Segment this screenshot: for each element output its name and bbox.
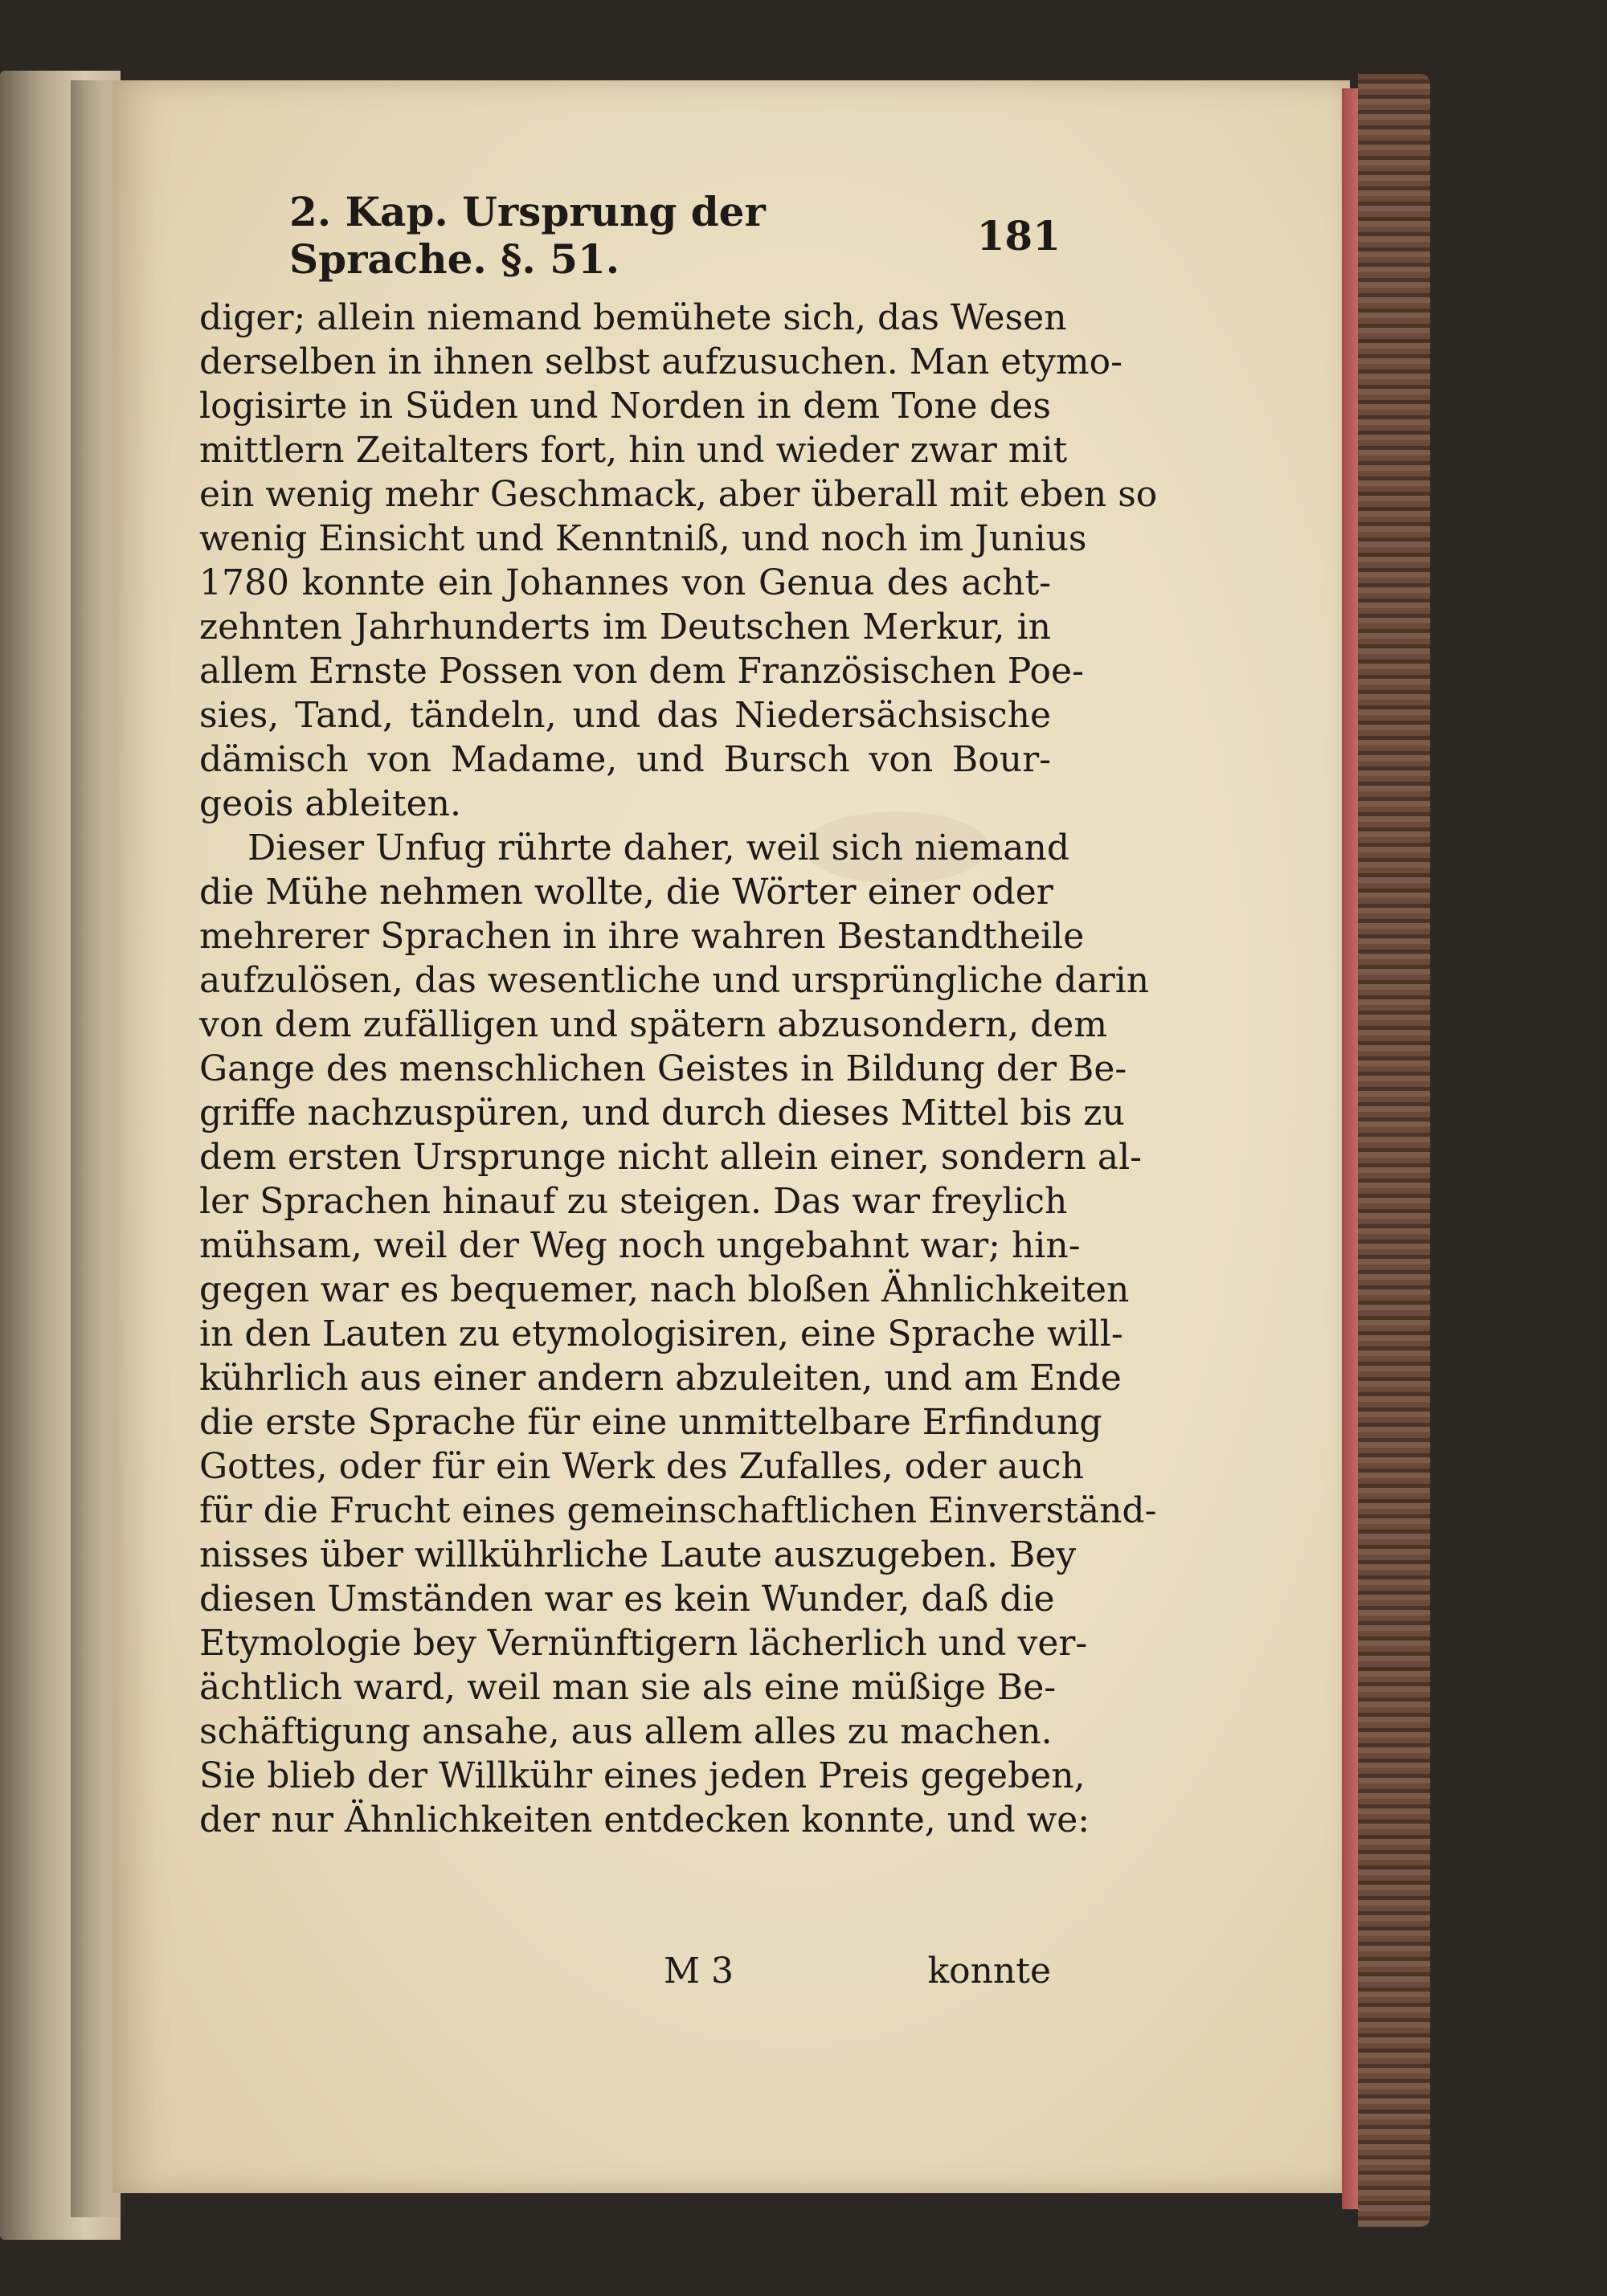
- catchword: konnte: [927, 1951, 1051, 1992]
- text-line: aufzulösen, das wesentliche und ursprüngliche darin: [199, 960, 1150, 1001]
- text-line: Gange des menschlichen Geistes in Bildung der Be-: [199, 1048, 1127, 1089]
- text-line: wenig Einsicht und Kenntniß, und noch im Junius: [199, 518, 1087, 559]
- paragraph-start-line: Dieser Unfug rührte daher, weil sich niemand: [247, 827, 1069, 868]
- running-title: 2. Kap. Ursprung der Sprache. §. 51.: [289, 188, 766, 283]
- signature-mark: M 3: [664, 1951, 734, 1992]
- text-line: zehnten Jahrhunderts im Deutschen Merkur, in: [199, 607, 1051, 648]
- text-line: für die Frucht eines gemeinschaftlichen Einverständ-: [199, 1490, 1157, 1531]
- body-text: [199, 296, 1158, 1842]
- book-gutter: [71, 80, 127, 2217]
- text-line: schäftigung ansahe, aus allem alles zu machen.: [199, 1711, 1053, 1752]
- text-line: ein wenig mehr Geschmack, aber überall mit eben so: [199, 474, 1158, 515]
- text-line: dem ersten Ursprunge nicht allein einer, sondern al-: [199, 1137, 1143, 1178]
- text-line: diesen Umständen war es kein Wunder, daß die: [199, 1579, 1055, 1620]
- text-line: von dem zufälligen und spätern abzusondern, dem: [199, 1004, 1108, 1045]
- text-line: dämisch von Madame, und Bursch von Bour-: [199, 739, 1051, 780]
- text-line: sies, Tand, tändeln, und das Niedersächsische: [199, 695, 1051, 736]
- text-line: ächtlich ward, weil man sie als eine müßige Be-: [199, 1667, 1057, 1708]
- running-header: [289, 188, 1061, 283]
- text-line: Gottes, oder für ein Werk des Zufalles, oder auch: [199, 1446, 1084, 1487]
- page-number: 181: [976, 211, 1061, 259]
- text-line: allem Ernste Possen von dem Französischen Poe-: [199, 651, 1084, 692]
- text-line: Etymologie bey Vernünftigern lächerlich und ver-: [199, 1623, 1088, 1664]
- paragraph-end-line: geois ableiten.: [199, 783, 461, 824]
- text-line: die Mühe nehmen wollte, die Wörter einer oder: [199, 872, 1053, 913]
- text-line: mehrerer Sprachen in ihre wahren Bestandtheile: [199, 916, 1085, 957]
- text-line: griffe nachzuspüren, und durch dieses Mittel bis zu: [199, 1093, 1125, 1134]
- text-line: ler Sprachen hinauf zu steigen. Das war freylich: [199, 1181, 1068, 1222]
- text-line: diger; allein niemand bemühete sich, das Wesen: [199, 297, 1067, 338]
- text-line: mühsam, weil der Weg noch ungebahnt war; hin-: [199, 1225, 1081, 1266]
- text-line: derselben in ihnen selbst aufzusuchen. Man etymo-: [199, 341, 1122, 382]
- text-line: gegen war es bequemer, nach bloßen Ähnlichkeiten: [199, 1269, 1130, 1310]
- text-line: mittlern Zeitalters fort, hin und wieder zwar mit: [199, 430, 1068, 471]
- text-line: der nur Ähnlichkeiten entdecken konnte, und we:: [199, 1800, 1090, 1840]
- marbled-fore-edge: [1358, 74, 1430, 2227]
- text-line: 1780 konnte ein Johannes von Genua des acht-: [199, 562, 1051, 603]
- text-line: die erste Sprache für eine unmittelbare Erfindung: [199, 1402, 1102, 1443]
- text-line: logisirte in Süden und Norden in dem Tone des: [199, 386, 1051, 427]
- text-line: Sie blieb der Willkühr eines jeden Preis gegeben,: [199, 1755, 1086, 1796]
- text-line: in den Lauten zu etymologisiren, eine Sprache will-: [199, 1313, 1123, 1354]
- page-footer: [199, 1951, 1051, 1999]
- text-line: kührlich aus einer andern abzuleiten, und am Ende: [199, 1358, 1122, 1399]
- text-line: nisses über willkührliche Laute auszugeben. Bey: [199, 1534, 1077, 1575]
